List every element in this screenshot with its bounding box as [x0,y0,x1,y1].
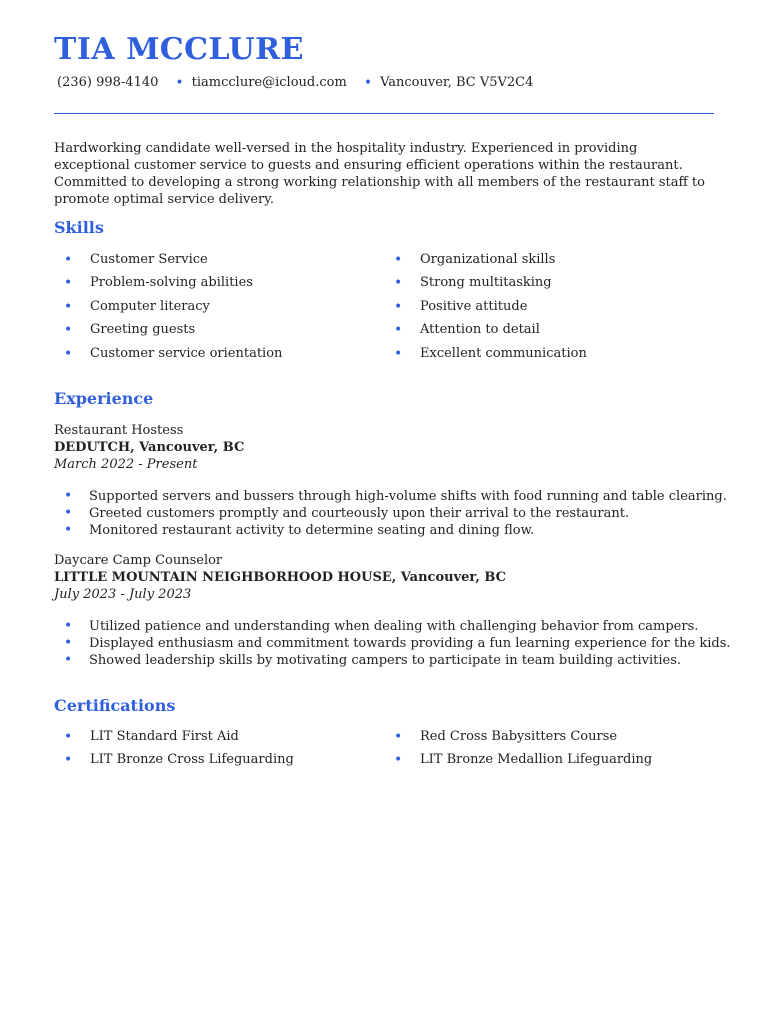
skills-heading: Skills [54,218,104,237]
bullet-icon: • [394,729,403,745]
job-dates: July 2023 - July 2023 [54,587,192,602]
email-address: tiamcclure@icloud.com [191,75,347,90]
bullet-icon: • [64,652,73,668]
job-duties [54,618,731,669]
skill-item: • Attention to detail [394,322,540,339]
bullet-icon: • [64,345,73,362]
bullet-icon: • [394,345,403,362]
professional-summary: Hardworking candidate well-versed in the hospitality industry. Experienced in providing exceptional customer service to guests and ensuring efficient operations within the restaurant. Committed to developing a strong working relationship with all members of the restaurant staff to promote optimal service delivery. [54,141,705,207]
job-entry [54,552,731,669]
bullet-icon: • [64,522,73,538]
bullet-icon: • [394,322,403,339]
bullet-icon: • [394,298,403,315]
bullet-icon: • [175,75,184,91]
skill-item: • Positive attitude [394,298,528,315]
job-title: Restaurant Hostess [54,423,184,438]
employer: LITTLE MOUNTAIN NEIGHBORHOOD HOUSE, Vancouver, BC [54,570,506,585]
bullet-icon: • [64,488,73,504]
skill-item: • Excellent communication [394,345,587,362]
location: Vancouver, BC V5V2C4 [380,75,534,90]
list-item: • Showed leadership skills by motivating campers to participate in team building activities. [64,652,682,668]
job-entry [54,422,727,539]
bullet-icon: • [64,752,73,769]
bullet-icon: • [64,252,73,268]
contact-line [57,74,533,92]
certification-item: • LIT Standard First Aid [64,729,239,745]
bullet-icon: • [394,275,403,292]
bullet-icon: • [394,252,403,268]
skill-item: • Customer Service [64,252,208,268]
bullet-icon: • [394,752,403,769]
skill-item: • Computer literacy [64,298,210,315]
job-duties [54,488,727,539]
experience-heading: Experience [54,389,154,408]
header-divider [54,113,714,114]
bullet-icon: • [64,275,73,292]
bullet-icon: • [64,322,73,339]
list-item: • Supported servers and bussers through high-volume shifts with food running and table clearing. [64,488,727,504]
list-item: • Greeted customers promptly and courteously upon their arrival to the restaurant. [64,505,630,521]
list-item: • Displayed enthusiasm and commitment towards providing a fun learning experience for the kids. [64,635,731,651]
candidate-name: TIA MCCLURE [54,32,304,67]
list-item: • Utilized patience and understanding when dealing with challenging behavior from campers. [64,618,699,634]
certifications-heading: Certifications [54,696,176,715]
bullet-icon: • [64,635,73,651]
employer: DEDUTCH, Vancouver, BC [54,440,245,455]
skill-item: • Customer service orientation [64,345,283,362]
skill-item: • Greeting guests [64,322,196,339]
phone-number: (236) 998-4140 [57,75,159,90]
bullet-icon: • [64,505,73,521]
certification-item: • LIT Bronze Cross Lifeguarding [64,752,294,769]
skill-item: • Organizational skills [394,252,556,268]
skill-item: • Strong multitasking [394,275,552,292]
bullet-icon: • [363,75,373,91]
job-title: Daycare Camp Counselor [54,553,223,568]
bullet-icon: • [64,618,73,634]
bullet-icon: • [64,729,73,745]
certification-item: • Red Cross Babysitters Course [394,729,618,745]
bullet-icon: • [64,298,73,315]
certification-item: • LIT Bronze Medallion Lifeguarding [394,752,653,769]
skill-item: • Problem-solving abilities [64,275,253,292]
job-dates: March 2022 - Present [54,457,198,472]
list-item: • Monitored restaurant activity to determine seating and dining flow. [64,522,535,538]
